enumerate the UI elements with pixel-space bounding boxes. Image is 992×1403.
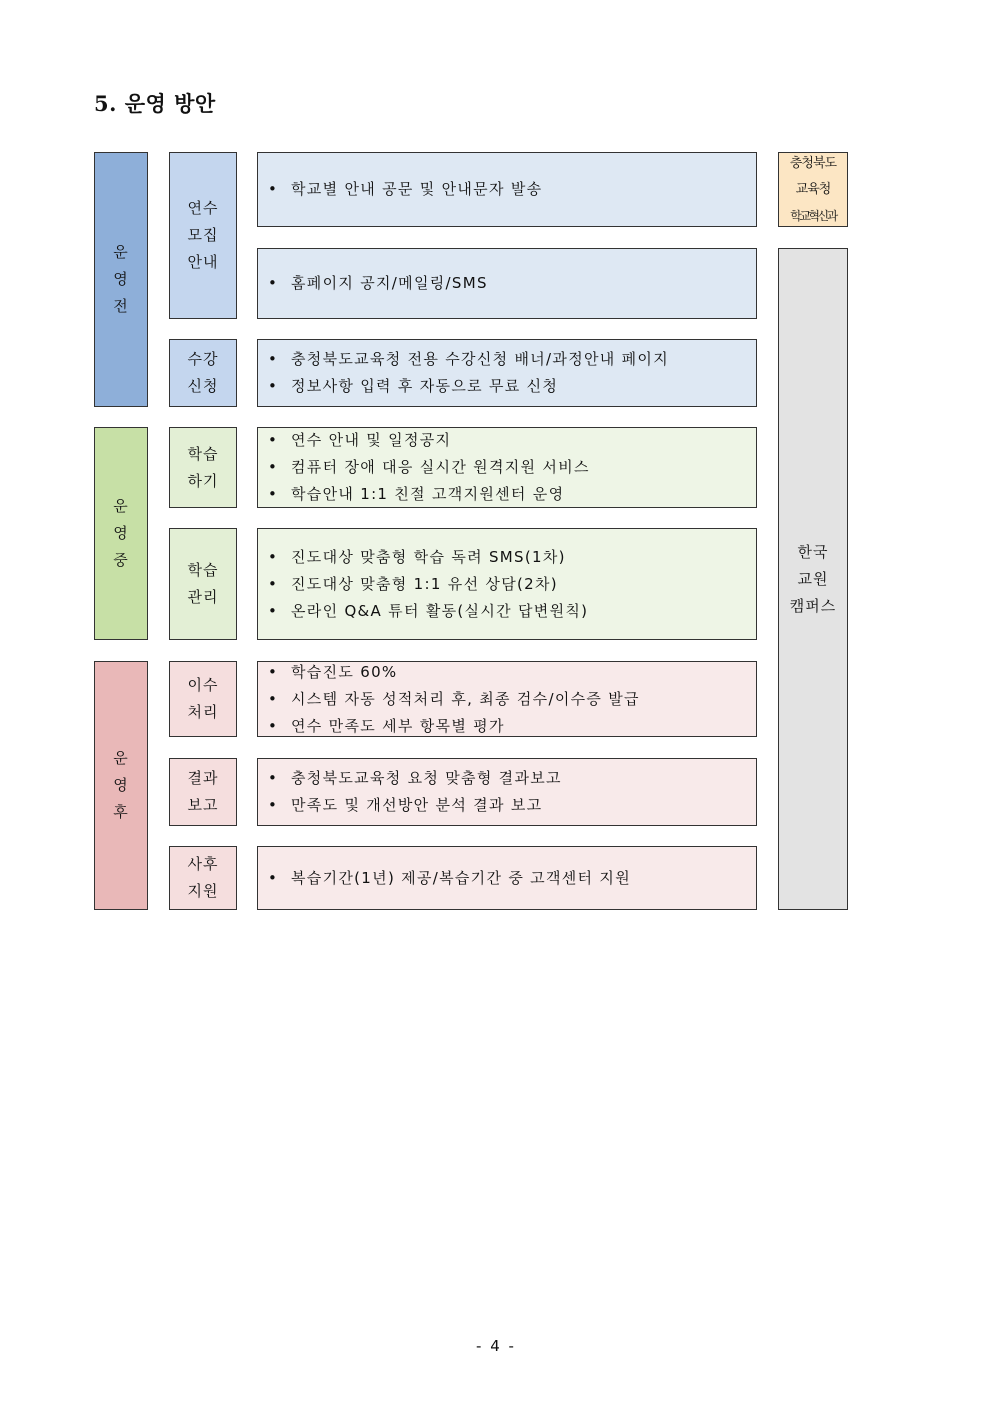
bullet-icon: • (268, 180, 279, 198)
bullet-list (268, 865, 756, 892)
bullet-icon: • (268, 547, 279, 566)
bullet-icon: • (268, 485, 279, 503)
bullet-icon: • (268, 868, 279, 887)
bullet-icon: • (268, 689, 279, 708)
content-report (257, 758, 757, 826)
list-item: • 정보사항 입력 후 자동으로 무료 신청 (268, 373, 756, 400)
stage-during-label: 운 영 중 (113, 497, 129, 569)
bullet-icon: • (268, 662, 279, 681)
bullet-icon: • (268, 274, 279, 292)
bullet-icon: • (268, 796, 279, 814)
stage-after (94, 661, 148, 910)
label-recruit-notice: 연수 모집 안내 (169, 152, 237, 319)
bullet-icon: • (268, 601, 279, 620)
bullet-icon: • (268, 716, 279, 735)
list-item: • 진도대상 맞춤형 학습 독려 SMS(1차) (268, 544, 756, 571)
stage-before (94, 152, 148, 407)
label-learning-management: 학습 관리 (169, 528, 237, 640)
content-homepage-notice (257, 248, 757, 319)
bullet-list (268, 659, 756, 740)
bullet-list (268, 346, 756, 400)
bullet-icon: • (268, 769, 279, 787)
stage-before-label: 운 영 전 (113, 243, 129, 315)
page-number: - 4 - (476, 1337, 516, 1355)
bullet-icon: • (268, 350, 279, 368)
label-enrollment: 수강 신청 (169, 339, 237, 407)
label-follow-up: 사후 지원 (169, 846, 237, 910)
bullet-icon: • (268, 431, 279, 449)
list-item: • 시스템 자동 성적처리 후, 최종 검수/이수증 발급 (268, 686, 756, 713)
bullet-list (268, 270, 756, 297)
bullet-list (268, 765, 756, 819)
org-chungbuk-office: 충청북도 교육청 학교혁신과 (778, 152, 848, 227)
list-item: • 충청북도교육청 전용 수강신청 배너/과정안내 페이지 (268, 346, 756, 373)
list-item: • 복습기간(1년) 제공/복습기간 중 고객센터 지원 (268, 865, 756, 892)
bullet-list (268, 427, 756, 508)
content-learning-management (257, 528, 757, 640)
list-item: • 홈페이지 공지/메일링/SMS (268, 270, 756, 297)
label-completion: 이수 처리 (169, 661, 237, 737)
content-enrollment (257, 339, 757, 407)
list-item: • 학교별 안내 공문 및 안내문자 발송 (268, 176, 756, 203)
content-school-notice (257, 152, 757, 227)
org-korea-teacher-campus: 한국 교원 캠퍼스 (778, 248, 848, 910)
stage-after-label: 운 영 후 (113, 749, 129, 821)
stage-during (94, 427, 148, 640)
list-item: • 연수 만족도 세부 항목별 평가 (268, 713, 756, 740)
list-item: • 연수 안내 및 일정공지 (268, 427, 756, 454)
list-item: • 학습안내 1:1 친절 고객지원센터 운영 (268, 481, 756, 508)
section-heading: 5. 운영 방안 (94, 91, 216, 116)
list-item: • 진도대상 맞춤형 1:1 유선 상담(2차) (268, 571, 756, 598)
bullet-list (268, 544, 756, 625)
label-report: 결과 보고 (169, 758, 237, 826)
label-learning: 학습 하기 (169, 427, 237, 508)
list-item: • 컴퓨터 장애 대응 실시간 원격지원 서비스 (268, 454, 756, 481)
list-item: • 학습진도 60% (268, 659, 756, 686)
content-completion (257, 661, 757, 737)
content-follow-up (257, 846, 757, 910)
list-item: • 온라인 Q&A 튜터 활동(실시간 답변원칙) (268, 598, 756, 625)
list-item: • 만족도 및 개선방안 분석 결과 보고 (268, 792, 756, 819)
bullet-icon: • (268, 458, 279, 476)
content-learning (257, 427, 757, 508)
list-item: • 충청북도교육청 요청 맞춤형 결과보고 (268, 765, 756, 792)
bullet-icon: • (268, 377, 279, 395)
bullet-list (268, 176, 756, 203)
bullet-icon: • (268, 574, 279, 593)
